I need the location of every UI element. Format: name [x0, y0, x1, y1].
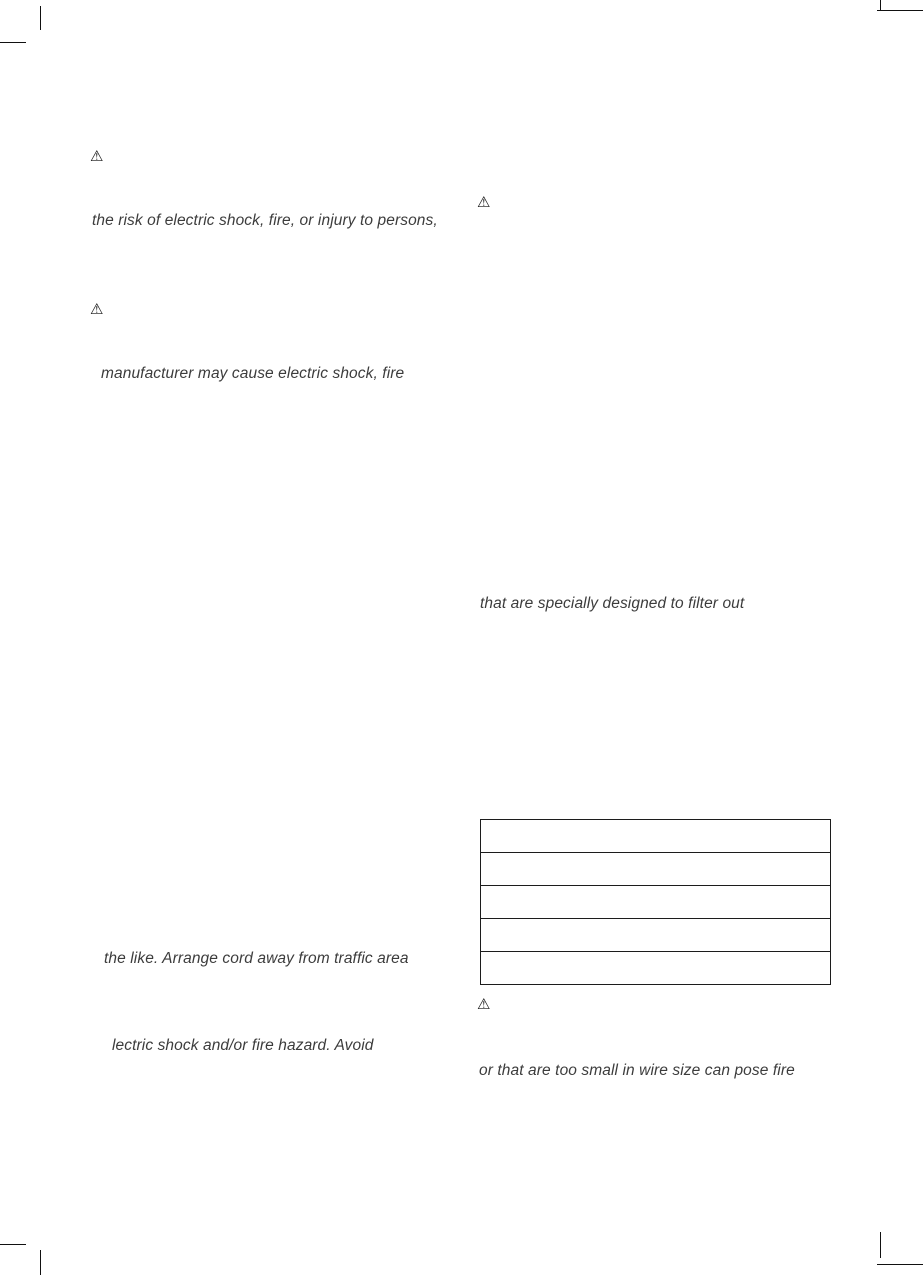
- crop-mark-bottom-left-vertical: [40, 1250, 41, 1275]
- crop-mark-bottom-left-horizontal: [0, 1244, 26, 1245]
- caution-text-fragment: or that are too small in wire size can pose fire: [479, 1062, 795, 1079]
- warning-triangle-icon: ⚠: [477, 194, 491, 211]
- crop-mark-top-left-vertical: [40, 6, 41, 30]
- table-row: [481, 820, 830, 853]
- caution-text-fragment: manufacturer may cause electric shock, fire: [101, 365, 405, 382]
- warning-triangle-icon: ⚠: [477, 996, 491, 1013]
- caution-text-fragment: the risk of electric shock, fire, or injury to persons,: [92, 212, 438, 229]
- warning-triangle-icon: ⚠: [90, 148, 104, 165]
- specifications-table: [480, 819, 831, 985]
- table-row: [481, 853, 830, 886]
- table-row: [481, 952, 830, 985]
- table-row: [481, 919, 830, 952]
- warning-triangle-icon: ⚠: [90, 301, 104, 318]
- crop-mark-bottom-right-vertical: [880, 1232, 881, 1258]
- crop-mark-bottom-right-horizontal: [877, 1264, 923, 1265]
- caution-text-fragment: lectric shock and/or fire hazard. Avoid: [112, 1037, 374, 1054]
- caution-text-fragment: that are specially designed to filter out: [480, 595, 745, 612]
- caution-text-fragment: the like. Arrange cord away from traffic area: [104, 950, 409, 967]
- crop-mark-top-left-horizontal: [0, 42, 26, 43]
- crop-mark-top-right-vertical: [880, 0, 881, 10]
- table-row: [481, 886, 830, 919]
- crop-mark-top-right-horizontal: [877, 10, 923, 11]
